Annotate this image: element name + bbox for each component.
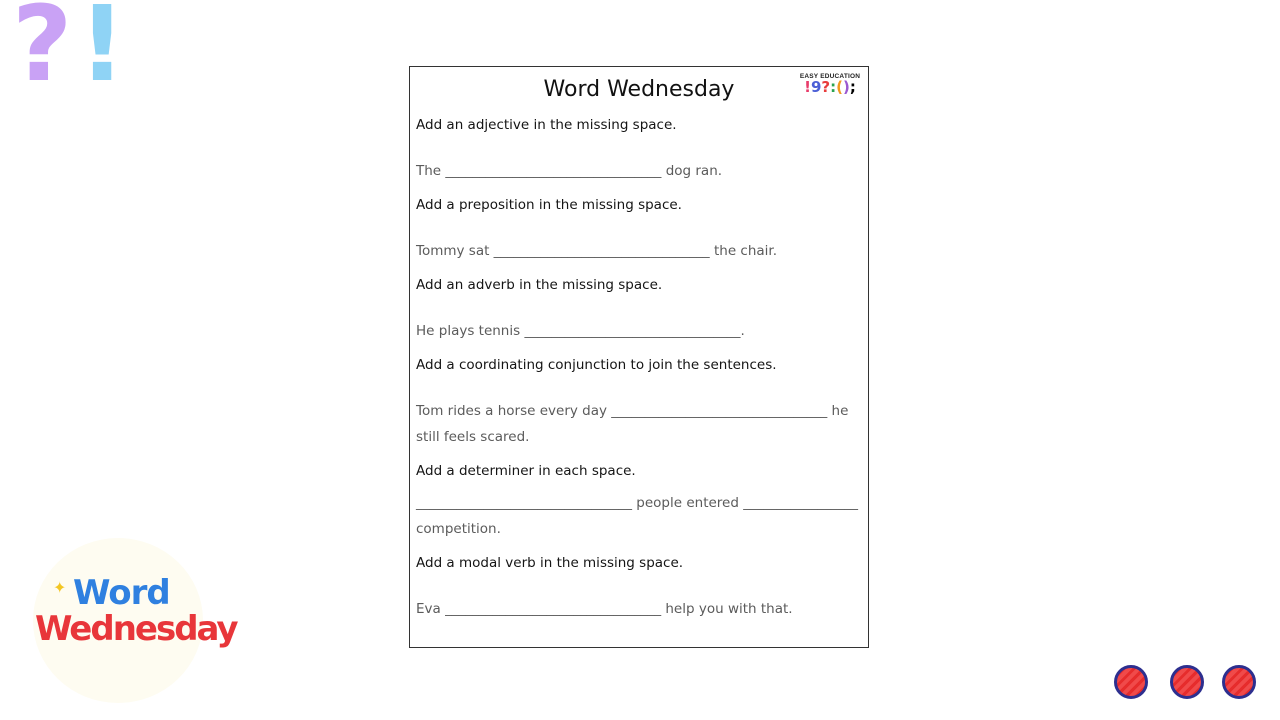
task-instruction: Add a preposition in the missing space. bbox=[416, 197, 682, 213]
badge-wednesday-text: Wednesday bbox=[35, 609, 237, 649]
task-sentence: Tom rides a horse every day ________________________________ he still feels scared. bbox=[416, 403, 849, 445]
task-sentence: The ________________________________ dog ran. bbox=[416, 163, 723, 179]
task-sentence: He plays tennis ________________________________. bbox=[416, 323, 745, 339]
task-instruction: Add a determiner in each space. bbox=[416, 463, 636, 479]
nav-button-2[interactable] bbox=[1170, 665, 1204, 699]
word-wednesday-badge bbox=[33, 538, 237, 703]
task-instruction: Add an adjective in the missing space. bbox=[416, 117, 677, 133]
nav-button-1[interactable] bbox=[1114, 665, 1148, 699]
worksheet bbox=[409, 66, 869, 648]
exclamation-mark-icon: ! bbox=[78, 0, 132, 105]
brand-text: EASY EDUCATION bbox=[799, 73, 861, 80]
task-instruction: Add a modal verb in the missing space. bbox=[416, 555, 684, 571]
question-mark-icon: ? bbox=[12, 0, 79, 105]
question-exclamation-decoration bbox=[12, 0, 132, 105]
nav-button-3[interactable] bbox=[1222, 665, 1256, 699]
worksheet-title: Word Wednesday bbox=[543, 77, 735, 102]
easy-education-logo bbox=[798, 73, 862, 95]
task-sentence: Eva ________________________________ help you with that. bbox=[416, 601, 793, 617]
task-instruction: Add a coordinating conjunction to join the sentences. bbox=[416, 357, 777, 373]
task-sentence: ________________________________ people entered _________________ competition. bbox=[416, 495, 858, 537]
task-instruction: Add an adverb in the missing space. bbox=[416, 277, 663, 293]
task-sentence: Tommy sat ________________________________ the chair. bbox=[416, 243, 778, 259]
sparkle-icon: ✦ bbox=[53, 578, 67, 597]
badge-word-text: Word bbox=[73, 573, 170, 613]
brand-glyphs-icon: !9?:(); bbox=[804, 78, 856, 96]
